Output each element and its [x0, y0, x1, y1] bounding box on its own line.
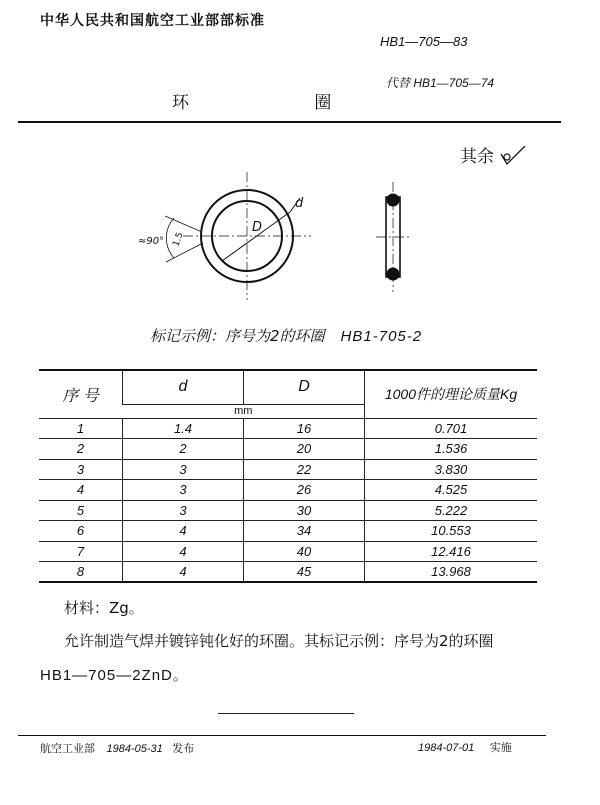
- diameter-D-label: D: [252, 220, 263, 235]
- table-row: [39, 459, 537, 480]
- col-header-mass: 1000件的理论质量Kg: [365, 370, 538, 418]
- issue-date: 1984-05-31: [106, 743, 163, 755]
- cell-mass: 1.536: [365, 439, 538, 460]
- cell-mass: 4.525: [365, 480, 538, 501]
- standard-number: HB1—705—83: [380, 34, 468, 49]
- implementation-info: [418, 739, 512, 755]
- cell-D: 22: [244, 459, 365, 480]
- issuing-ministry: 航空工业部: [40, 742, 95, 755]
- cell-D: 34: [244, 521, 365, 542]
- cell-mass: 10.553: [365, 521, 538, 542]
- material-note: 材料：Zg。: [64, 599, 144, 617]
- cell-d: 3: [123, 500, 244, 521]
- cell-d: 3: [123, 459, 244, 480]
- replaces-standard: 代替 HB1—705—74: [386, 76, 495, 90]
- cell-d: 4: [123, 562, 244, 583]
- marking-example: [150, 325, 422, 346]
- footer-divider: [18, 735, 546, 736]
- cell-mass: 13.968: [365, 562, 538, 583]
- cell-D: 16: [244, 418, 365, 439]
- table-row: [39, 500, 537, 521]
- table-row: [39, 521, 537, 542]
- angle-label: ≈90°: [138, 236, 165, 247]
- wire-d-label: d: [295, 196, 304, 211]
- table-row: [39, 541, 537, 562]
- table-row: [39, 480, 537, 501]
- cell-D: 20: [244, 439, 365, 460]
- table-header-row: [39, 370, 537, 404]
- cell-D: 45: [244, 562, 365, 583]
- cell-seq: 7: [76, 543, 85, 559]
- cell-seq: 1: [76, 420, 85, 436]
- plating-note: 允许制造气焊并镀锌钝化好的环圈。其标记示例：序号为2的环圈: [64, 632, 494, 650]
- roughness-label: 其余: [460, 147, 494, 167]
- col-header-seq: 序 号: [39, 370, 123, 418]
- cell-seq: 5: [76, 502, 85, 518]
- unit-label: mm: [234, 405, 253, 417]
- issuing-organization: 中华人民共和国航空工业部部标准: [40, 13, 265, 29]
- cell-D: 30: [244, 500, 365, 521]
- cell-d: 3: [123, 480, 244, 501]
- cell-d: 2: [123, 439, 244, 460]
- page-title: 环 圈: [172, 93, 392, 113]
- cell-D: 40: [244, 541, 365, 562]
- cell-D: 26: [244, 480, 365, 501]
- ring-front-view: [165, 172, 311, 300]
- col-header-D: D: [244, 370, 365, 404]
- spec-table: [39, 369, 537, 583]
- marking-example-code: HB1-705-2: [340, 328, 423, 345]
- cell-mass: 12.416: [365, 541, 538, 562]
- cell-seq: 3: [76, 461, 85, 477]
- cell-mass: 0.701: [365, 418, 538, 439]
- cell-seq: 2: [76, 441, 85, 457]
- ring-drawing: [0, 130, 600, 320]
- cell-d: 4: [123, 521, 244, 542]
- plating-note-code: HB1—705—2ZnD。: [40, 667, 189, 684]
- issue-info: [40, 740, 194, 756]
- table-row: [39, 439, 537, 460]
- end-divider: [218, 713, 354, 714]
- table-row: [39, 418, 537, 439]
- header-divider: [18, 121, 561, 123]
- marking-example-label: 标记示例：序号为2的环圈: [150, 327, 325, 345]
- cell-seq: 8: [76, 564, 85, 579]
- ring-side-view: [376, 182, 410, 292]
- cell-seq: 6: [76, 523, 85, 539]
- table-row: [39, 562, 537, 583]
- implementation-date: 1984-07-01: [418, 742, 475, 754]
- cell-mass: 3.830: [365, 459, 538, 480]
- chamfer-label: 1.5: [171, 231, 186, 249]
- cell-seq: 4: [76, 482, 85, 498]
- col-header-d: d: [123, 370, 244, 404]
- implementation-label: 实施: [489, 741, 512, 754]
- cell-mass: 5.222: [365, 500, 538, 521]
- issue-label: 发布: [172, 742, 195, 755]
- cell-d: 4: [123, 541, 244, 562]
- cell-d: 1.4: [123, 418, 244, 439]
